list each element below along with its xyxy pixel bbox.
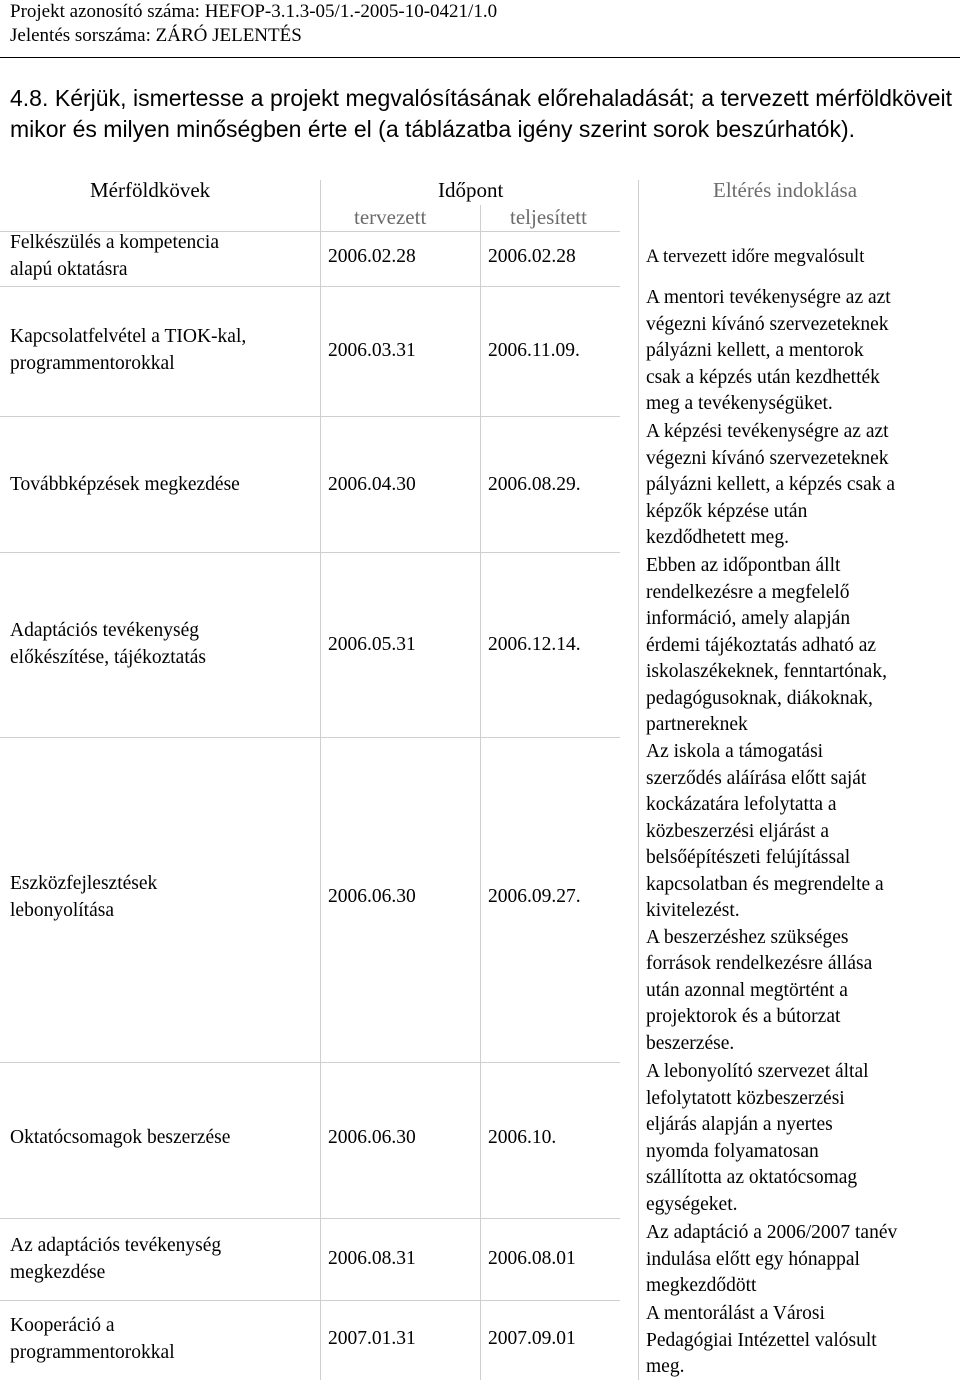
row-divider bbox=[0, 416, 620, 417]
reason-line: kapcsolatban és megrendelte a bbox=[646, 873, 884, 895]
header-divider bbox=[0, 57, 960, 58]
reason-cell bbox=[646, 1301, 877, 1381]
reason-line: indulása előtt egy hónappal bbox=[646, 1248, 860, 1270]
milestone-line: programmentorokkal bbox=[10, 352, 175, 374]
question-text: Kérjük, ismertesse a projekt megvalósításának előrehaladását; a tervezett mérföldköveit mikor és milyen minőségben érte el (a táblázatba igény szerint sorok beszúrhatók). bbox=[10, 85, 952, 142]
column-divider bbox=[320, 180, 321, 1380]
done-date: 2006.11.09. bbox=[488, 340, 580, 361]
milestone-cell bbox=[10, 472, 240, 499]
milestone-line: programmentorokkal bbox=[10, 1341, 175, 1363]
question-number: 4.8. bbox=[10, 85, 49, 111]
reason-line: információ, amely alapján bbox=[646, 608, 851, 629]
reason-cell bbox=[646, 553, 887, 739]
milestone-cell bbox=[10, 230, 219, 283]
row-divider bbox=[0, 737, 620, 738]
milestone-line: Továbbképzések megkezdése bbox=[10, 474, 240, 495]
planned-date: 2006.02.28 bbox=[328, 246, 416, 267]
question-paragraph bbox=[10, 83, 952, 145]
reason-line: belsőépítészeti felújítással bbox=[646, 847, 851, 868]
planned-date: 2006.08.31 bbox=[328, 1248, 416, 1269]
milestone-line: Eszközfejlesztések bbox=[10, 873, 158, 894]
done-date: 2006.09.27. bbox=[488, 886, 581, 907]
milestone-line: Adaptációs tevékenység bbox=[10, 620, 199, 641]
milestone-line: Kapcsolatfelvétel a TIOK-kal, bbox=[10, 326, 247, 347]
planned-date: 2006.06.30 bbox=[328, 1127, 416, 1148]
reason-line: lefolytatott közbeszerzési bbox=[646, 1087, 845, 1109]
reason-cell bbox=[646, 739, 884, 1057]
col-header-date: Időpont bbox=[438, 178, 504, 202]
milestone-line: alapú oktatásra bbox=[10, 258, 128, 280]
milestone-cell bbox=[10, 1313, 175, 1366]
reason-line: iskolaszékeknek, fenntartónak, bbox=[646, 661, 887, 682]
reason-cell bbox=[646, 1220, 897, 1300]
col-header-planned: tervezett bbox=[354, 205, 427, 229]
reason-line: partnereknek bbox=[646, 714, 748, 735]
report-number-header: Jelentés sorszáma: ZÁRÓ JELENTÉS bbox=[10, 25, 302, 46]
reason-line: kezdődhetett meg. bbox=[646, 527, 789, 548]
reason-line: projektorok és a bútorzat bbox=[646, 1006, 841, 1027]
col-header-done: teljesített bbox=[510, 205, 587, 229]
row-divider bbox=[0, 1062, 620, 1063]
reason-line: kockázatára lefolytatta a bbox=[646, 794, 837, 815]
reason-cell bbox=[646, 419, 895, 552]
reason-line: pedagógusoknak, diákoknak, bbox=[646, 687, 873, 709]
row-divider bbox=[0, 1300, 620, 1301]
reason-line: meg. bbox=[646, 1356, 685, 1377]
reason-line: beszerzése. bbox=[646, 1032, 735, 1054]
reason-line: A mentori tevékenységre az azt bbox=[646, 287, 891, 308]
column-divider bbox=[480, 205, 481, 1380]
reason-line: meg a tevékenységüket. bbox=[646, 393, 833, 414]
reason-line: szállította az oktatócsomag bbox=[646, 1167, 858, 1188]
milestone-cell bbox=[10, 618, 206, 671]
reason-line: kivitelezést. bbox=[646, 900, 740, 921]
reason-line: szerződés aláírása előtt saját bbox=[646, 767, 867, 789]
reason-line: A tervezett időre megvalósult bbox=[646, 247, 865, 267]
planned-date: 2006.05.31 bbox=[328, 634, 416, 655]
reason-line: közbeszerzési eljárást a bbox=[646, 820, 829, 842]
reason-line: után azonnal megtörtént a bbox=[646, 979, 848, 1001]
row-divider bbox=[0, 1218, 620, 1219]
reason-line: A beszerzéshez szükséges bbox=[646, 926, 849, 948]
milestone-cell bbox=[10, 871, 157, 924]
planned-date: 2006.03.31 bbox=[328, 340, 416, 361]
milestone-line: megkezdése bbox=[10, 1261, 106, 1283]
reason-line: képzők képzése után bbox=[646, 500, 808, 522]
project-id-header: Projekt azonosító száma: HEFOP-3.1.3-05/1.-2005-10-0421/1.0 bbox=[10, 1, 498, 22]
reason-line: Az adaptáció a 2006/2007 tanév bbox=[646, 1222, 898, 1243]
planned-date: 2006.04.30 bbox=[328, 474, 416, 495]
milestone-line: Felkészülés a kompetencia bbox=[10, 232, 220, 253]
reason-line: Ebben az időpontban állt bbox=[646, 555, 841, 576]
done-date: 2006.12.14. bbox=[488, 634, 581, 655]
reason-cell bbox=[646, 285, 891, 418]
done-date: 2006.02.28 bbox=[488, 246, 576, 267]
reason-cell bbox=[646, 244, 864, 271]
reason-line: források rendelkezésre állása bbox=[646, 953, 873, 974]
done-date: 2007.09.01 bbox=[488, 1328, 576, 1349]
milestone-line: Kooperáció a bbox=[10, 1315, 115, 1336]
reason-line: eljárás alapján a nyertes bbox=[646, 1114, 833, 1135]
done-date: 2006.10. bbox=[488, 1127, 557, 1148]
reason-line: egységeket. bbox=[646, 1193, 738, 1215]
row-divider bbox=[0, 286, 620, 287]
reason-line: pályázni kellett, a képzés csak a bbox=[646, 474, 896, 495]
milestone-cell bbox=[10, 324, 246, 377]
reason-line: érdemi tájékoztatás adható az bbox=[646, 634, 877, 656]
milestone-cell bbox=[10, 1233, 221, 1286]
reason-line: nyomda folyamatosan bbox=[646, 1140, 819, 1162]
milestone-line: lebonyolítása bbox=[10, 899, 114, 921]
milestone-line: Oktatócsomagok beszerzése bbox=[10, 1127, 231, 1148]
reason-line: rendelkezésre a megfelelő bbox=[646, 581, 850, 603]
reason-line: Az iskola a támogatási bbox=[646, 741, 824, 762]
done-date: 2006.08.01 bbox=[488, 1248, 576, 1269]
done-date: 2006.08.29. bbox=[488, 474, 581, 495]
reason-line: végezni kívánó szervezeteknek bbox=[646, 447, 889, 469]
reason-line: A mentorálást a Városi bbox=[646, 1303, 825, 1324]
milestone-line: Az adaptációs tevékenység bbox=[10, 1235, 222, 1256]
planned-date: 2006.06.30 bbox=[328, 886, 416, 907]
reason-line: pályázni kellett, a mentorok bbox=[646, 340, 864, 361]
col-header-reason: Eltérés indoklása bbox=[713, 178, 858, 202]
col-header-milestones: Mérföldkövek bbox=[90, 178, 211, 202]
row-divider bbox=[0, 552, 620, 553]
reason-cell bbox=[646, 1059, 869, 1218]
milestone-line: előkészítése, tájékoztatás bbox=[10, 646, 206, 668]
milestone-cell bbox=[10, 1125, 230, 1152]
reason-line: végezni kívánó szervezeteknek bbox=[646, 313, 889, 335]
reason-line: csak a képzés után kezdhették bbox=[646, 366, 880, 388]
reason-line: megkezdődött bbox=[646, 1275, 757, 1296]
planned-date: 2007.01.31 bbox=[328, 1328, 416, 1349]
reason-line: A lebonyolító szervezet által bbox=[646, 1061, 869, 1082]
reason-line: A képzési tevékenységre az azt bbox=[646, 421, 889, 442]
column-divider bbox=[638, 180, 639, 1380]
reason-line: Pedagógiai Intézettel valósult bbox=[646, 1329, 877, 1351]
